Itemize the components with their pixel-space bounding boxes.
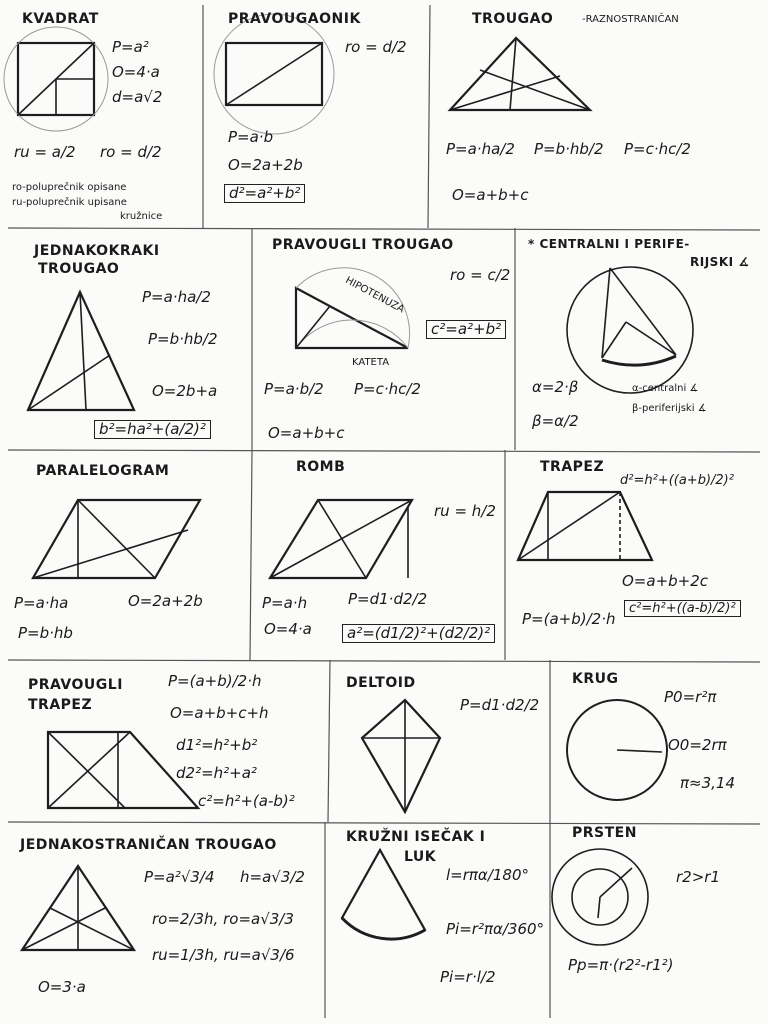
formula: d1²=h²+b² [176, 736, 258, 754]
formula: P=a·b/2 [264, 380, 324, 398]
square-figure [4, 27, 108, 131]
formula-boxed: c²=a²+b² [426, 320, 506, 339]
kite-figure [362, 700, 440, 812]
section-title-right-trapezoid: PRAVOUGLI [28, 677, 123, 693]
section-title-rhombus: ROMB [296, 459, 346, 475]
section-title-parallelogram: PARALELOGRAM [36, 463, 170, 479]
formula: P=b·hb/2 [534, 140, 604, 158]
central-angle-figure [567, 267, 693, 393]
section-title-triangle: TROUGAO [472, 11, 554, 27]
formula: O=a+b+c+h [170, 704, 269, 722]
label-leg: KATETA [352, 357, 390, 368]
formula: P=a·ha [14, 594, 69, 612]
formula: ro=2/3h, ro=a√3/3 [152, 910, 294, 928]
formula: r2>r1 [676, 868, 720, 886]
section-title-rectangle: PRAVOUGAONIK [228, 11, 361, 27]
formula: π≈3,14 [680, 774, 735, 792]
formula: h=a√3/2 [240, 868, 305, 886]
formula: P=a·b [228, 128, 274, 146]
formula-boxed: d²=a²+b² [224, 184, 305, 203]
formula: ru=1/3h, ru=a√3/6 [152, 946, 295, 964]
parallelogram-figure [33, 500, 200, 578]
note: kružnice [120, 211, 163, 222]
formula: P=(a+b)/2·h [168, 672, 262, 690]
formula: P=a·h [262, 594, 308, 612]
formula: O0=2rπ [668, 736, 727, 754]
formula: O=a+b+c [452, 186, 529, 204]
formula: P=a·ha/2 [142, 288, 211, 306]
formula: β=α/2 [532, 412, 579, 430]
isosceles-triangle-figure [28, 292, 134, 410]
formula: P=b·hb [18, 624, 73, 642]
section-title-isosceles: JEDNAKOKRAKI [34, 243, 160, 259]
section-title-trapezoid: TRAPEZ [540, 459, 605, 475]
section-title-sector-2: LUK [404, 849, 437, 865]
formula: α=2·β [532, 378, 579, 396]
formula: ro = d/2 [100, 143, 162, 161]
formula: ru = h/2 [434, 502, 496, 520]
equilateral-triangle-figure [22, 866, 134, 950]
formula: O=2b+a [152, 382, 218, 400]
formula: l=rπα/180° [446, 866, 530, 884]
section-title-sector: KRUŽNI ISEČAK I [346, 829, 486, 845]
formula: P=d1·d2/2 [348, 590, 428, 608]
formula: Pi=r²πα/360° [446, 920, 545, 938]
section-title-kite: DELTOID [346, 675, 416, 691]
formula-boxed: b²=ha²+(a/2)² [94, 420, 211, 439]
formula: ro = c/2 [450, 266, 511, 284]
formula: O=a+b+2c [622, 572, 709, 590]
trapezoid-figure [518, 492, 652, 560]
formula: O=3·a [38, 978, 86, 996]
formula: P=(a+b)/2·h [522, 610, 616, 628]
formula: O=4·a [264, 620, 312, 638]
formula-boxed: a²=(d1/2)²+(d2/2)² [342, 624, 495, 643]
section-subtitle: -RAZNOSTRANIČAN [582, 14, 679, 25]
section-title-right-trapezoid-2: TRAPEZ [28, 697, 93, 713]
section-title-square: KVADRAT [22, 11, 99, 27]
formula: ro = d/2 [345, 38, 407, 56]
scalene-triangle-figure [450, 38, 590, 110]
formula: P=a·ha/2 [446, 140, 515, 158]
formula: d²=h²+((a+b)/2)² [620, 473, 734, 488]
formula: O=4·a [112, 63, 160, 81]
section-title-equilateral: JEDNAKOSTRANIČAN TROUGAO [20, 837, 277, 853]
rectangle-figure [214, 14, 334, 134]
formula: P=a² [112, 38, 149, 56]
formula: d2²=h²+a² [176, 764, 257, 782]
note: β-periferijski ∡ [632, 403, 707, 414]
formula: P=c·hc/2 [624, 140, 691, 158]
section-title-angles: * CENTRALNI I PERIFE- [528, 237, 690, 251]
formula: c²=h²+(a-b)² [198, 792, 295, 810]
formula: P=c·hc/2 [354, 380, 421, 398]
formula: P0=r²π [664, 688, 717, 706]
formula-boxed: c²=h²+((a-b)/2)² [624, 600, 741, 617]
formula: Pp=π·(r2²-r1²) [568, 956, 674, 974]
formula: P=d1·d2/2 [460, 696, 540, 714]
note: ru-poluprečnik upisane [12, 197, 127, 208]
section-title-angles-2: RIJSKI ∡ [690, 255, 750, 269]
label-hypotenuse: HIPOTENUZA [343, 275, 406, 316]
formula: P=a²√3/4 [144, 868, 215, 886]
formula: O=2a+2b [228, 156, 303, 174]
formula: Pi=r·l/2 [440, 968, 496, 986]
ring-figure [552, 849, 648, 945]
section-title-ring: PRSTEN [572, 825, 637, 841]
formula: d=a√2 [112, 88, 163, 106]
section-title-right-triangle: PRAVOUGLI TROUGAO [272, 237, 454, 253]
formula: P=b·hb/2 [148, 330, 218, 348]
note: α-centralni ∡ [632, 383, 699, 394]
note: ro-poluprečnik opisane [12, 182, 127, 193]
rhombus-figure [270, 500, 412, 578]
circle-figure [567, 700, 667, 800]
section-title-isosceles-2: TROUGAO [38, 261, 120, 277]
formula: ru = a/2 [14, 143, 76, 161]
formula: O=2a+2b [128, 592, 203, 610]
formula: O=a+b+c [268, 424, 345, 442]
section-title-circle: KRUG [572, 671, 619, 687]
